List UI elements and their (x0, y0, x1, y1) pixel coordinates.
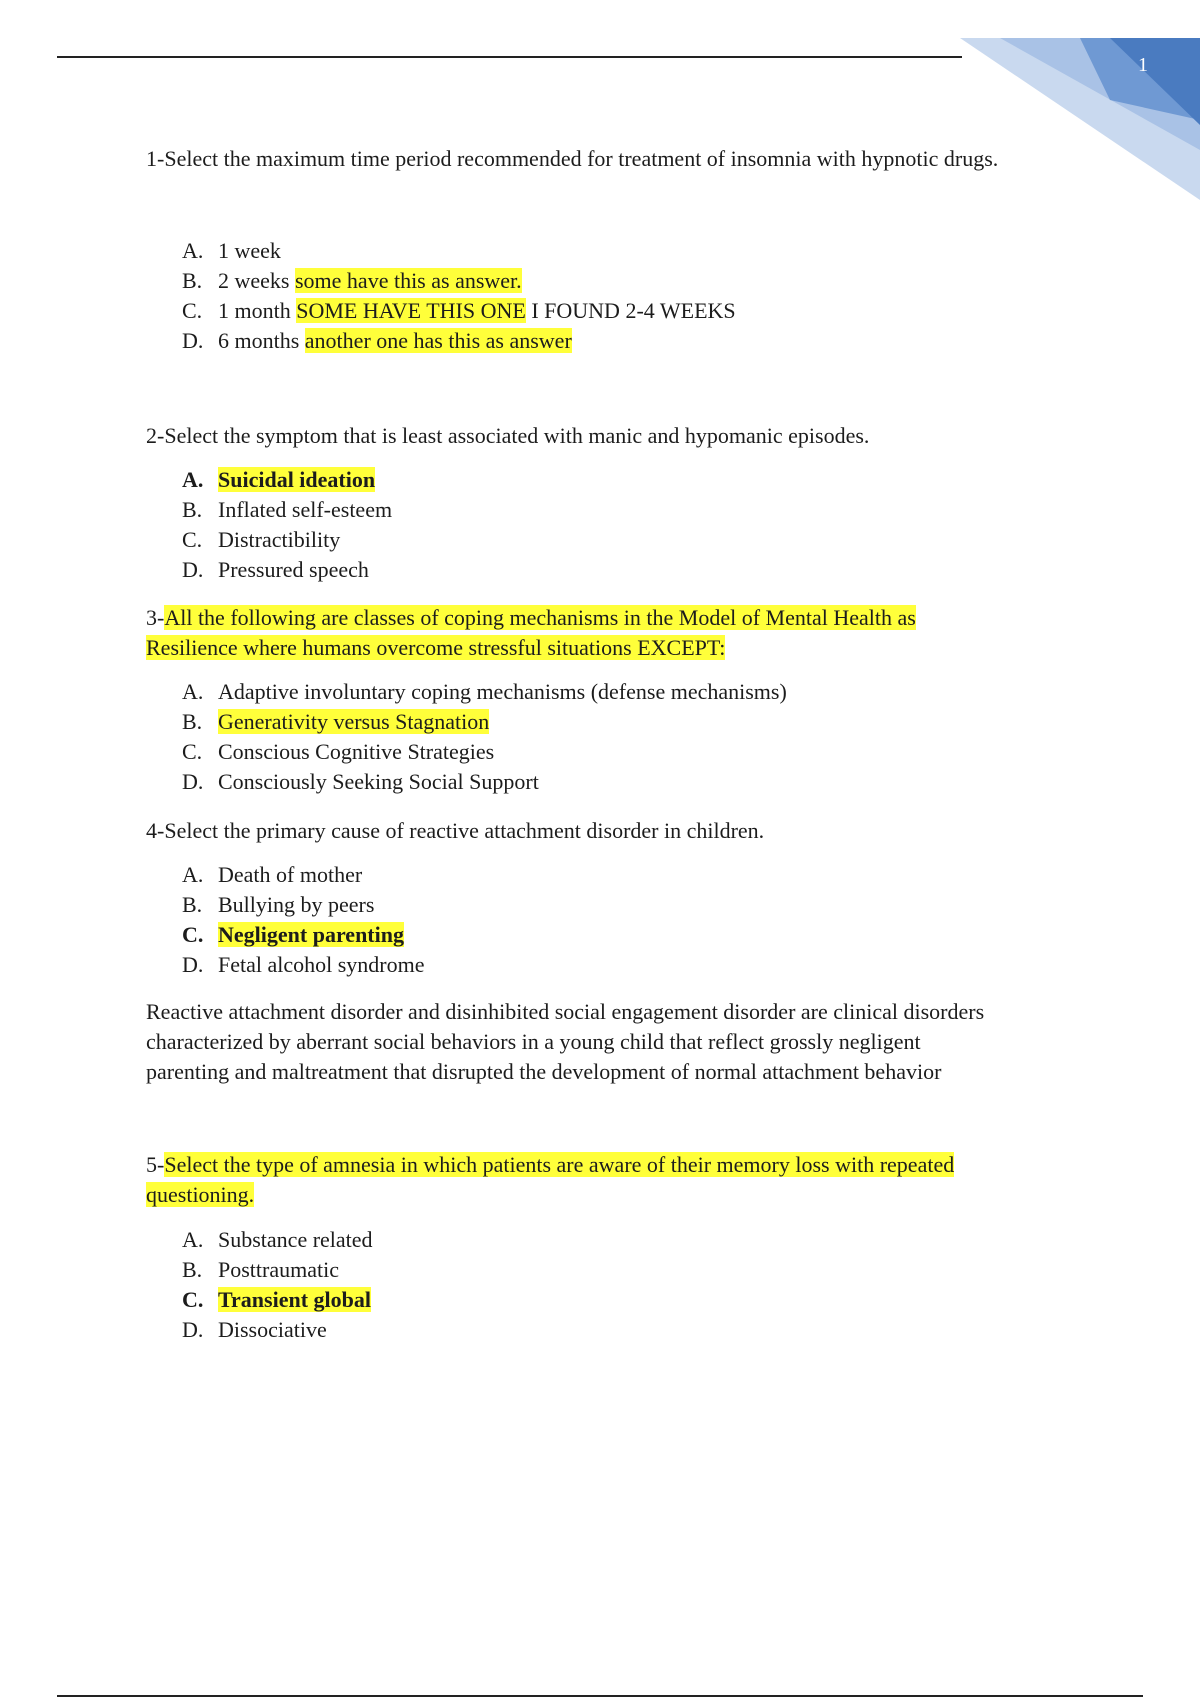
question-5-options (182, 1225, 373, 1345)
header-rule (57, 56, 962, 58)
option-a (182, 1225, 373, 1255)
option-c (182, 525, 392, 555)
question-1 (146, 144, 1106, 174)
option-text: Pressured speech (218, 557, 369, 582)
question-number: 1- (146, 146, 165, 171)
question-2 (146, 421, 1106, 451)
question-text: Select the maximum time period recommended for treatment of insomnia with hypnotic drugs. (164, 146, 999, 171)
option-letter: A. (182, 467, 204, 492)
option-b (182, 890, 425, 920)
question-4 (146, 816, 1106, 846)
option-letter: C. (182, 298, 203, 323)
option-letter: D. (182, 769, 204, 794)
option-text: Posttraumatic (218, 1257, 339, 1282)
option-c (182, 920, 425, 950)
option-text-answer: Transient global (218, 1287, 372, 1312)
option-text: Consciously Seeking Social Support (218, 769, 539, 794)
option-d (182, 767, 787, 797)
option-letter: B. (182, 709, 203, 734)
option-d (182, 326, 736, 356)
option-text: Inflated self-esteem (218, 497, 393, 522)
option-text: 6 months (218, 328, 300, 353)
footer-rule (57, 1695, 1143, 1697)
option-text: Bullying by peers (218, 892, 375, 917)
question-number: 4- (146, 818, 165, 843)
question-4-explanation (146, 997, 1106, 1087)
question-number: 2- (146, 423, 165, 448)
option-a (182, 465, 392, 495)
explanation-line: characterized by aberrant social behaviors in a young child that reflect grossly negligent (146, 1029, 921, 1054)
option-letter: C. (182, 527, 203, 552)
question-4-options (182, 860, 425, 980)
option-letter: A. (182, 1227, 204, 1252)
option-text: Conscious Cognitive Strategies (218, 739, 495, 764)
highlighted-note: some have this as answer. (294, 268, 522, 293)
option-text: 1 week (218, 238, 281, 263)
option-text: Death of mother (218, 862, 363, 887)
option-letter: A. (182, 679, 204, 704)
explanation-line: Reactive attachment disorder and disinhibited social engagement disorder are clinical disorders (146, 999, 985, 1024)
option-letter: B. (182, 1257, 203, 1282)
question-text-line-1: All the following are classes of coping mechanisms in the Model of Mental Health as (164, 605, 916, 630)
option-b (182, 495, 392, 525)
question-5 (146, 1150, 1106, 1210)
question-text: Select the primary cause of reactive attachment disorder in children. (164, 818, 765, 843)
option-d (182, 950, 425, 980)
option-letter: D. (182, 557, 204, 582)
option-letter: B. (182, 497, 203, 522)
option-letter: B. (182, 268, 203, 293)
question-1-options (182, 236, 736, 356)
option-text-answer: Negligent parenting (218, 922, 404, 947)
option-text: Fetal alcohol syndrome (218, 952, 425, 977)
question-text-line-2: Resilience where humans overcome stressful situations EXCEPT: (146, 635, 726, 660)
option-text: 2 weeks (218, 268, 290, 293)
option-text-answer: Generativity versus Stagnation (218, 709, 490, 734)
option-c (182, 296, 736, 326)
option-text: Distractibility (218, 527, 341, 552)
option-letter: A. (182, 238, 204, 263)
option-letter: D. (182, 1317, 204, 1342)
option-letter: A. (182, 862, 204, 887)
option-text: Adaptive involuntary coping mechanisms (defense mechanisms) (218, 679, 787, 704)
option-extra-note: I FOUND 2-4 WEEKS (525, 298, 736, 323)
question-2-options (182, 465, 392, 585)
option-letter: D. (182, 328, 204, 353)
option-letter: C. (182, 922, 204, 947)
explanation-line: parenting and maltreatment that disrupted the development of normal attachment behavior (146, 1059, 942, 1084)
option-a (182, 860, 425, 890)
option-letter: B. (182, 892, 203, 917)
option-c (182, 1285, 373, 1315)
option-b (182, 1255, 373, 1285)
option-a (182, 236, 736, 266)
option-a (182, 677, 787, 707)
option-d (182, 555, 392, 585)
question-text-line-2: questioning. (146, 1182, 255, 1207)
page-number: 1 (1138, 54, 1148, 76)
option-d (182, 1315, 373, 1345)
option-letter: D. (182, 952, 204, 977)
option-b (182, 266, 736, 296)
option-text: Substance related (218, 1227, 373, 1252)
highlighted-note: another one has this as answer (304, 328, 572, 353)
question-3-options (182, 677, 787, 797)
question-3 (146, 603, 1106, 663)
question-number: 3- (146, 605, 165, 630)
question-text: Select the symptom that is least associated with manic and hypomanic episodes. (164, 423, 870, 448)
highlighted-note: SOME HAVE THIS ONE (296, 298, 526, 323)
option-b (182, 707, 787, 737)
option-letter: C. (182, 739, 203, 764)
question-number: 5- (146, 1152, 165, 1177)
option-text: 1 month (218, 298, 291, 323)
option-letter: C. (182, 1287, 204, 1312)
option-text-answer: Suicidal ideation (218, 467, 376, 492)
question-text-line-1: Select the type of amnesia in which patients are aware of their memory loss with repeated (164, 1152, 955, 1177)
option-text: Dissociative (218, 1317, 327, 1342)
option-c (182, 737, 787, 767)
